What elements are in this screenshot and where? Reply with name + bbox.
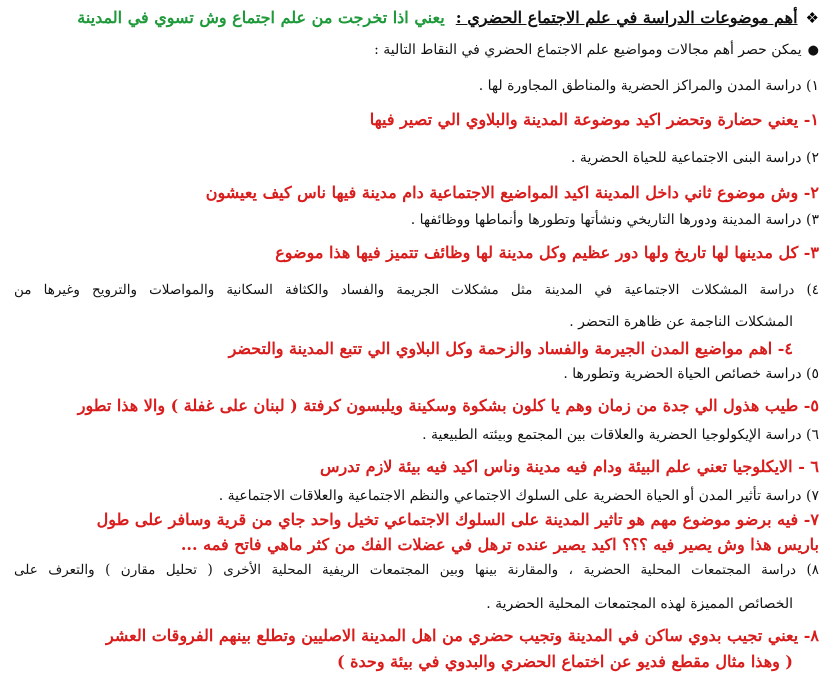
- item-8-text-line1: ٨) دراسة المجتمعات المحلية الحضرية ، والمقارنة بينها وبين المجتمعات الريفية المحلية الأخرى ( تحليل مقارن ) والتعرف على: [14, 562, 819, 578]
- intro-text: يمكن حصر أهم مجالات ومواضيع علم الاجتماع الحضري في النقاط التالية :: [374, 42, 802, 58]
- item-1-note: ١- يعني حضارة وتحضر اكيد موضوعة المدينة والبلاوي الي تصير فيها: [369, 110, 819, 129]
- item-4-text-line1: ٤) دراسة المشكلات الاجتماعية في المدينة مثل مشكلات الجريمة والفساد والكثافة السكانية والمواصلات والترويح وغيرها من: [14, 282, 819, 298]
- item-7-note-line1: ٧- فيه برضو موضوع مهم هو تاثير المدينة على السلوك الاجتماعي تخيل واحد جاي من قرية وسافر على طول: [96, 510, 819, 529]
- header-line: [14, 8, 819, 27]
- intro-line: [14, 42, 819, 58]
- item-5-note: ٥- طيب هذول الي جدة من زمان وهم يا كلون بشكوة وسكينة ويلبسون كرفتة ( لبنان على غفلة ) والا هذا تطور: [77, 396, 819, 415]
- item-6-text: ٦) دراسة الإيكولوجيا الحضرية والعلاقات بين المجتمع وبيئته الطبيعية .: [422, 427, 819, 443]
- item-4-text-line2: المشكلات الناجمة عن ظاهرة التحضر .: [569, 314, 793, 330]
- item-8-note-line2: ( وهذا مثال مقطع فديو عن اختماع الحضري والبدوي في بيئة وحدة ): [337, 652, 793, 671]
- section-title: أهم موضوعات الدراسة في علم الاجتماع الحضري :: [455, 8, 798, 27]
- round-bullet-icon: ●: [807, 43, 819, 58]
- item-3-text: ٣) دراسة المدينة ودورها التاريخي ونشأتها وتطورها وأنماطها ووظائفها .: [410, 212, 819, 228]
- item-2-note: ٢- وش موضوع ثاني داخل المدينة اكيد المواضيع الاجتماعية دام مدينة فيها ناس كيف يعيشون: [205, 183, 819, 202]
- item-1-text: ١) دراسة المدن والمراكز الحضرية والمناطق المجاورة لها .: [478, 78, 819, 94]
- item-4-note: ٤- اهم مواضيع المدن الجيرمة والفساد والزحمة وكل البلاوي الي تتبع المدينة والتحضر: [228, 339, 793, 358]
- star-bullet-icon: ❖: [805, 9, 819, 27]
- item-6-note: ٦ - الايكلوجيا تعني علم البيئة ودام فيه مدينة وناس اكيد فيه بيئة لازم تدرس: [319, 457, 819, 476]
- item-2-text: ٢) دراسة البنى الاجتماعية للحياة الحضرية .: [571, 150, 819, 166]
- item-8-note-line1: ٨- يعني تجيب بدوي ساكن في المدينة وتجيب حضري من اهل المدينة الاصليين وتطلع بينهم الفروقات العشر: [106, 626, 819, 645]
- item-5-text: ٥) دراسة خصائص الحياة الحضرية وتطورها .: [563, 366, 819, 382]
- item-7-text: ٧) دراسة تأثير المدن أو الحياة الحضرية على السلوك الاجتماعي والنظم الاجتماعية والعلاقات الاجتماعية .: [218, 488, 819, 504]
- header-note: يعني اذا تخرجت من علم اجتماع وش تسوي في المدينة: [77, 8, 445, 27]
- item-8-text-line2: الخصائص المميزة لهذه المجتمعات المحلية الحضرية .: [486, 596, 793, 612]
- item-7-note-line2: باريس هذا وش يصير فيه ؟؟؟ اكيد يصير عنده ترهل في عضلات الفك من كثر ماهي فاتح فمه ...: [180, 535, 819, 554]
- item-3-note: ٣- كل مدينها لها تاريخ ولها دور عظيم وكل مدينة لها وظائف تتميز فيها هذا موضوع: [275, 243, 819, 262]
